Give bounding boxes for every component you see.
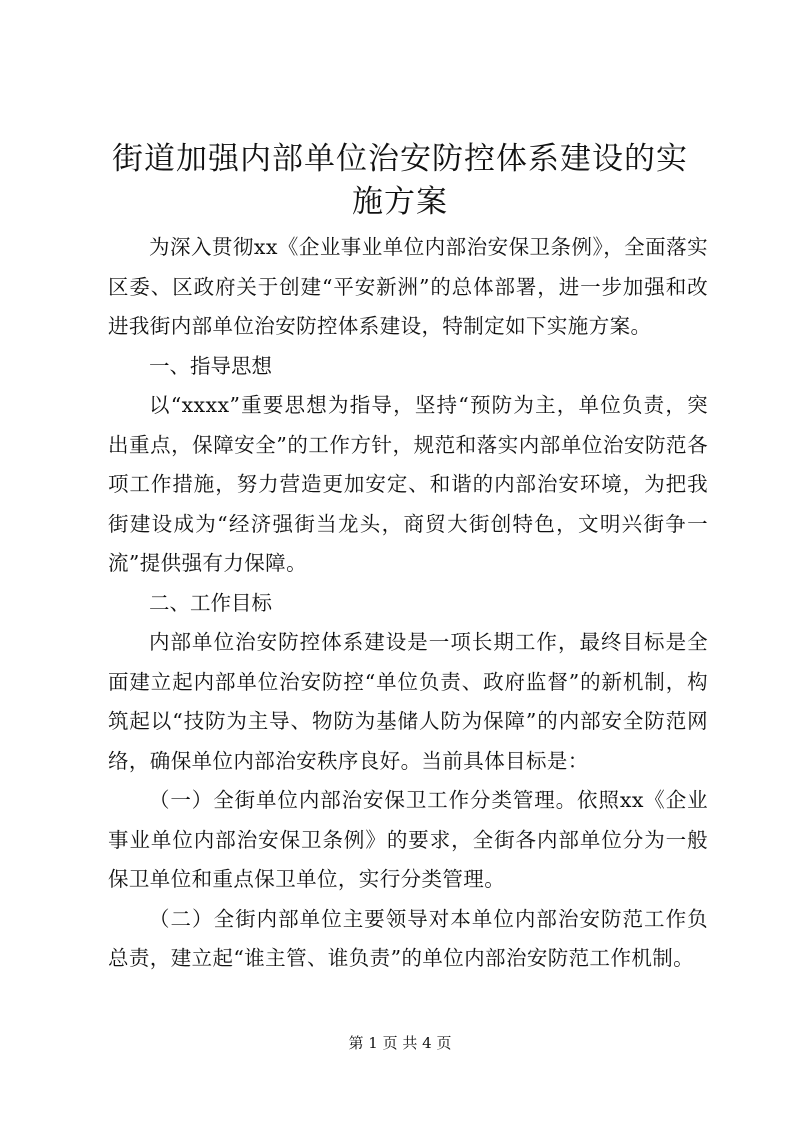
section-heading-work-goals: 二、工作目标: [149, 590, 272, 615]
document-body: [108, 228, 708, 979]
section-heading-guiding-ideology: 一、指导思想: [149, 353, 272, 378]
document-title: 街道加强内部单位治安防控体系建设的实施方案: [112, 141, 688, 220]
page-footer: 第 1 页 共 4 页: [348, 1034, 452, 1052]
goal-item-2: （二）全街内部单位主要领导对本单位内部治安防范工作负总责，建立起“谁主管、谁负责”的单位内部治安防范工作机制。: [108, 906, 708, 970]
guiding-ideology-paragraph: 以“xxxx”重要思想为指导，坚持“预防为主，单位负责，突出重点，保障安全”的工作方针，规范和落实内部单位治安防范各项工作措施，努力营造更加安定、和谐的内部治安环境，为把我街建设成为“经济强街当龙头，商贸大街创特色，文明兴街争一流”提供强有力保障。: [108, 393, 708, 575]
intro-paragraph: 为深入贯彻xx《企业事业单位内部治安保卫条例》，全面落实区委、区政府关于创建“平安新洲”的总体部署，进一步加强和改进我街内部单位治安防控体系建设，特制定如下实施方案。: [108, 235, 708, 338]
work-goals-paragraph: 内部单位治安防控体系建设是一项长期工作，最终目标是全面建立起内部单位治安防控“单位负责、政府监督”的新机制，构筑起以“技防为主导、物防为基储人防为保障”的内部安全防范网络，确保单位内部治安秩序良好。当前具体目标是：: [108, 630, 708, 773]
goal-item-1: （一）全街单位内部治安保卫工作分类管理。依照xx《企业事业单位内部治安保卫条例》的要求，全街各内部单位分为一般保卫单位和重点保卫单位，实行分类管理。: [108, 788, 708, 891]
